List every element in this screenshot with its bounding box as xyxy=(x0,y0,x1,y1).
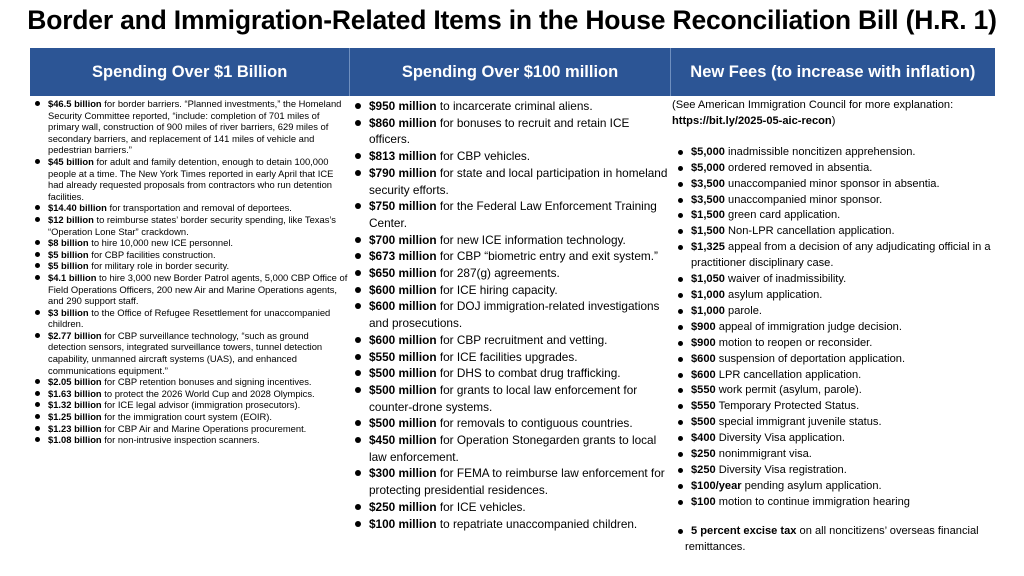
list-item xyxy=(30,202,348,214)
list-item xyxy=(672,193,996,209)
list-item xyxy=(352,499,668,516)
item-description: for the Federal Law Enforcement Training Center. xyxy=(369,199,657,230)
item-amount: $1,325 xyxy=(691,241,725,254)
list-item xyxy=(30,399,348,411)
item-description: for new ICE information technology. xyxy=(436,232,626,247)
item-amount: $950 million xyxy=(369,99,437,113)
item-description: Diversity Visa application. xyxy=(715,432,845,445)
item-description: for ICE legal advisor (immigration prosecutors). xyxy=(101,399,301,411)
header-new-fees: New Fees (to increase with inflation) xyxy=(670,48,995,96)
spending-over-100-million-list xyxy=(352,98,668,532)
item-description: for state and local participation in homeland security efforts. xyxy=(369,165,668,197)
item-amount: $2.77 billion xyxy=(48,329,102,341)
item-amount: $5 billion xyxy=(48,248,89,260)
list-item xyxy=(352,382,668,415)
item-amount: $12 billion xyxy=(48,213,94,225)
item-amount: $3 billion xyxy=(48,306,89,318)
item-amount: $8 billion xyxy=(48,237,89,249)
item-amount: $500 xyxy=(691,416,716,429)
item-amount: $100 million xyxy=(369,516,437,531)
item-description: for DHS to combat drug trafficking. xyxy=(436,366,621,381)
item-amount: $1.23 billion xyxy=(48,422,102,434)
item-amount: $5,000 xyxy=(691,145,725,158)
list-item xyxy=(352,165,668,198)
item-amount: $1.08 billion xyxy=(48,434,102,446)
item-amount: $1,000 xyxy=(691,288,725,301)
item-description: pending asylum application. xyxy=(741,479,882,492)
item-description: for ICE facilities upgrades. xyxy=(436,349,578,364)
item-amount: $300 million xyxy=(369,466,437,481)
item-amount: $790 million xyxy=(369,165,437,180)
list-item xyxy=(30,98,348,156)
list-item xyxy=(30,388,348,400)
list-item xyxy=(672,177,996,193)
list-item xyxy=(352,349,668,366)
item-description: Diversity Visa registration. xyxy=(715,463,847,476)
spending-over-1-billion-list xyxy=(30,98,348,446)
item-amount: $600 xyxy=(691,368,716,381)
item-description: to incarcerate criminal aliens. xyxy=(436,99,593,113)
item-amount: $250 million xyxy=(369,499,437,514)
list-item xyxy=(672,479,996,495)
item-description: for CBP recruitment and vetting. xyxy=(436,332,608,347)
item-description: unaccompanied minor sponsor in absentia. xyxy=(724,177,940,190)
list-item xyxy=(672,161,996,177)
item-description: Temporary Protected Status. xyxy=(715,400,860,413)
excise-tax-item xyxy=(672,524,996,556)
item-amount: $1,500 xyxy=(691,225,725,238)
item-amount: $1,050 xyxy=(691,273,725,286)
item-amount: $860 million xyxy=(369,115,437,130)
list-item xyxy=(672,224,996,240)
item-description: for CBP surveillance technology, “such as ground detection sensors, integrated surveillance towers, tunnel detection capability, unmanned aircraft systems (UAS), and enhanced communications equipment.” xyxy=(48,329,323,376)
item-amount: $2.05 billion xyxy=(48,376,102,388)
item-amount: $750 million xyxy=(369,199,437,214)
header-spending-over-100-million: Spending Over $100 million xyxy=(349,48,669,96)
item-description: for CBP facilities construction. xyxy=(88,248,216,260)
list-item xyxy=(352,332,668,349)
list-item xyxy=(352,516,668,533)
item-description: for Operation Stonegarden grants to local law enforcement. xyxy=(369,433,657,464)
list-item xyxy=(672,145,996,161)
item-description: for military role in border security. xyxy=(88,260,230,272)
item-amount: $14.40 billion xyxy=(48,202,107,214)
item-amount: $4.1 billion xyxy=(48,271,97,283)
item-amount: $600 xyxy=(691,352,716,365)
item-description: for the immigration court system (EOIR). xyxy=(101,411,273,423)
item-description: ordered removed in absentia. xyxy=(724,161,873,174)
item-description: for adult and family detention, enough to detain 100,000 people at a time. The New York Times reported in early April that ICE had already requested proposals from contractors who run detention facilities. xyxy=(48,155,334,202)
item-description: asylum application. xyxy=(724,288,823,301)
item-description: for bonuses to recruit and retain ICE officers. xyxy=(369,115,630,147)
item-description: for DOJ immigration-related investigations and prosecutions. xyxy=(369,299,660,331)
list-item xyxy=(352,198,668,231)
list-item xyxy=(30,423,348,435)
list-item xyxy=(672,383,996,399)
list-item xyxy=(352,432,668,465)
item-amount: $600 million xyxy=(369,332,437,347)
list-item xyxy=(352,148,668,165)
item-amount: $400 xyxy=(691,432,716,445)
new-fees-column xyxy=(672,98,996,555)
item-amount: $3,500 xyxy=(691,193,725,206)
item-description: motion to reopen or reconsider. xyxy=(715,336,873,349)
list-item xyxy=(672,352,996,368)
list-item xyxy=(672,304,996,320)
item-amount: $1.25 billion xyxy=(48,411,102,423)
item-description: nonimmigrant visa. xyxy=(715,448,812,461)
item-description: unaccompanied minor sponsor. xyxy=(724,193,883,206)
item-description: work permit (asylum, parole). xyxy=(715,384,862,397)
list-item xyxy=(672,208,996,224)
list-item xyxy=(672,495,996,511)
item-amount: $1.63 billion xyxy=(48,387,102,399)
item-amount: $500 million xyxy=(369,382,437,397)
excise-tax-amount: 5 percent excise tax xyxy=(691,524,797,537)
item-description: to hire 3,000 new Border Patrol agents, 5,000 CBP Office of Field Operations Officers, 200 new Air and Marine Operations agents, and 290 support staff. xyxy=(48,271,348,307)
list-item xyxy=(30,156,348,202)
item-amount: $46.5 billion xyxy=(48,98,102,109)
list-item xyxy=(30,376,348,388)
item-amount: $250 xyxy=(691,448,716,461)
item-description: green card application. xyxy=(724,209,841,222)
item-amount: $600 million xyxy=(369,282,437,297)
aic-explanation-link[interactable]: https://bit.ly/2025-05-aic-recon xyxy=(672,114,832,127)
table-header-row xyxy=(30,48,995,96)
list-item xyxy=(672,399,996,415)
list-item xyxy=(672,447,996,463)
item-amount: $650 million xyxy=(369,266,437,281)
item-amount: $600 million xyxy=(369,299,437,314)
item-description: Non-LPR cancellation application. xyxy=(724,225,895,238)
item-description: suspension of deportation application. xyxy=(715,352,906,365)
item-description: to reimburse states’ border security spending, like Texas’s “Operation Lone Star” crackdown. xyxy=(48,213,336,237)
list-item xyxy=(672,368,996,384)
list-item xyxy=(352,115,668,148)
item-description: to repatriate unaccompanied children. xyxy=(436,516,638,531)
item-description: to the Office of Refugee Resettlement for unaccompanied children. xyxy=(48,306,331,330)
list-item xyxy=(352,465,668,498)
list-item xyxy=(30,330,348,376)
list-item xyxy=(672,240,996,272)
excise-tax-text: on all noncitizens’ overseas financial remittances. xyxy=(685,524,979,553)
item-amount: $45 billion xyxy=(48,155,94,167)
item-amount: $813 million xyxy=(369,149,437,164)
list-item xyxy=(672,272,996,288)
item-description: parole. xyxy=(724,304,762,317)
item-amount: $100 xyxy=(691,495,716,508)
item-amount: $100/year xyxy=(691,479,742,492)
item-description: inadmissible noncitizen apprehension. xyxy=(724,145,916,158)
item-description: for CBP retention bonuses and signing incentives. xyxy=(101,376,312,388)
item-description: special immigrant juvenile status. xyxy=(715,416,882,429)
list-item xyxy=(30,411,348,423)
list-item xyxy=(352,248,668,265)
item-description: to protect the 2026 World Cup and 2028 Olympics. xyxy=(101,387,315,399)
list-item xyxy=(352,282,668,299)
list-item xyxy=(672,463,996,479)
item-description: LPR cancellation application. xyxy=(715,368,862,381)
item-amount: $3,500 xyxy=(691,177,725,190)
list-item xyxy=(30,237,348,249)
list-item xyxy=(352,298,668,331)
list-item xyxy=(352,265,668,282)
item-amount: $673 million xyxy=(369,249,437,264)
item-amount: $250 xyxy=(691,463,716,476)
item-description: for ICE vehicles. xyxy=(436,499,526,514)
list-item xyxy=(672,415,996,431)
item-description: for 287(g) agreements. xyxy=(436,266,560,281)
item-description: for CBP Air and Marine Operations procurement. xyxy=(101,422,307,434)
item-description: for removals to contiguous countries. xyxy=(436,416,633,431)
header-spending-over-1-billion: Spending Over $1 Billion xyxy=(92,62,288,81)
item-description: appeal of immigration judge decision. xyxy=(715,320,902,333)
item-amount: $1.32 billion xyxy=(48,399,102,411)
list-item xyxy=(352,232,668,249)
list-item xyxy=(30,214,348,237)
item-description: waiver of inadmissibility. xyxy=(724,273,847,286)
list-item xyxy=(30,307,348,330)
item-description: motion to continue immigration hearing xyxy=(715,495,910,508)
item-description: for CBP vehicles. xyxy=(436,149,531,164)
item-amount: $5 billion xyxy=(48,260,89,272)
item-description: to hire 10,000 new ICE personnel. xyxy=(88,237,234,249)
fees-intro-close: ) xyxy=(831,114,836,127)
item-amount: $550 xyxy=(691,400,716,413)
fees-intro-text: (See American Immigration Council for more explanation: xyxy=(672,99,954,111)
item-amount: $1,500 xyxy=(691,209,725,222)
item-amount: $500 million xyxy=(369,416,437,431)
list-item xyxy=(672,288,996,304)
list-item xyxy=(352,98,668,115)
list-item xyxy=(30,260,348,272)
item-amount: $500 million xyxy=(369,366,437,381)
new-fees-list xyxy=(672,145,996,511)
item-amount: $1,000 xyxy=(691,304,725,317)
item-amount: $450 million xyxy=(369,433,437,448)
item-description: for non-intrusive inspection scanners. xyxy=(101,434,260,446)
fees-intro xyxy=(672,98,996,130)
list-item xyxy=(352,415,668,432)
item-amount: $550 xyxy=(691,384,716,397)
item-description: for CBP “biometric entry and exit system.” xyxy=(436,249,658,264)
item-amount: $900 xyxy=(691,336,716,349)
list-item xyxy=(672,320,996,336)
item-description: for FEMA to reimburse law enforcement for protecting presidential residences. xyxy=(369,466,665,498)
list-item xyxy=(672,431,996,447)
item-amount: $900 xyxy=(691,320,716,333)
item-description: appeal from a decision of any adjudicating official in a practitioner disciplinary case. xyxy=(691,241,991,270)
item-description: for grants to local law enforcement for counter-drone systems. xyxy=(369,382,638,414)
list-item xyxy=(30,434,348,446)
item-amount: $700 million xyxy=(369,232,437,247)
item-amount: $550 million xyxy=(369,349,437,364)
list-item xyxy=(352,365,668,382)
list-item xyxy=(30,272,348,307)
item-description: for border barriers. “Planned investments,” the Homeland Security Committee reported, “include: completion of 701 miles of primary wall, construction of 900 miles of river barriers, 629 miles of secondary barriers, and replacement of 141 miles of vehicle and pedestrian barriers.” xyxy=(48,98,342,156)
list-item xyxy=(30,249,348,261)
item-description: for transportation and removal of deportees. xyxy=(106,202,292,214)
list-item xyxy=(672,336,996,352)
page-title: Border and Immigration-Related Items in the House Reconciliation Bill (H.R. 1) xyxy=(27,5,997,35)
item-amount: $5,000 xyxy=(691,161,725,174)
item-description: for ICE hiring capacity. xyxy=(436,282,558,297)
